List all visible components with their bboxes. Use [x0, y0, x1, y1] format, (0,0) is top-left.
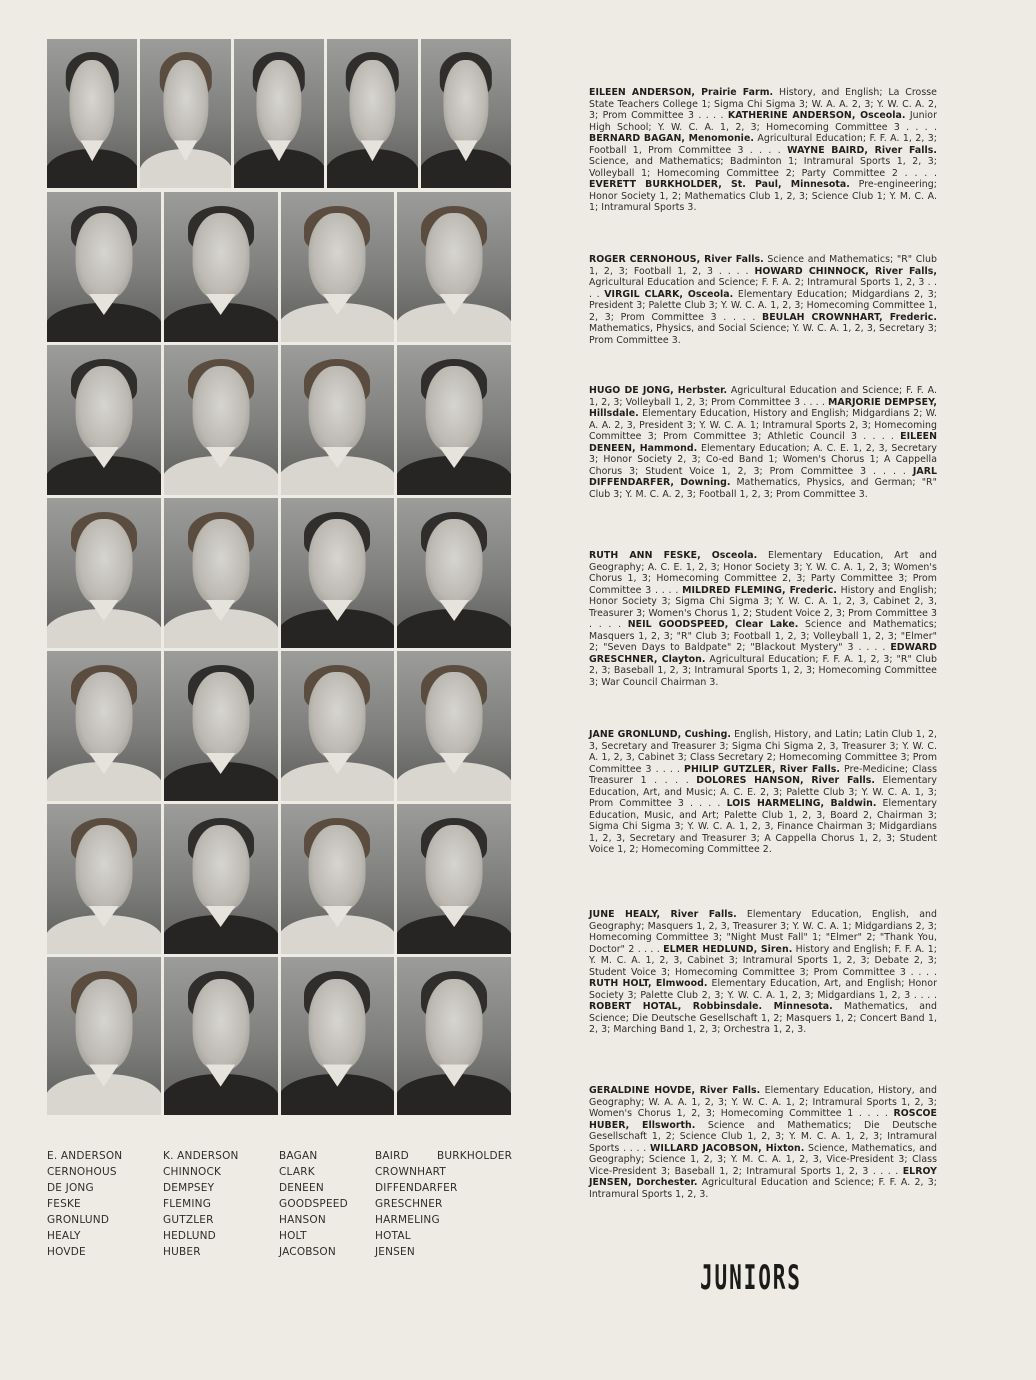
portrait-row: [47, 957, 511, 1115]
student-name-heading: ELROY JENSEN, Dorchester.: [589, 1165, 937, 1189]
student-activities: Elementary Education, Music, and Art; Palette Club 1, 2, 3, Board 2, Chairman 3; Sigma Chi Sigma 3; Y. W. C. A. 1, 2, 3, Finance Chairman 3; Midgardians 1, 2, 3, Secretary and Treasurer 3; A Cappella Chorus 1, 2, 3; Student Voice 1, 2; Homecoming Committee 2.: [589, 798, 938, 856]
student-name-heading: JUNE HEALY, River Falls.: [589, 909, 737, 920]
student-name-heading: BERNARD BAGAN, Menomonie.: [589, 133, 754, 145]
student-name-caption: DENEEN: [279, 1182, 324, 1194]
student-activities: History, and English; La Crosse State Teachers College 1; Sigma Chi Sigma 3; W. A. A. 2, 3; Y. W. C. A. 2, 3; Prom Committee 3 . . . .: [589, 87, 938, 122]
portrait-photo: [164, 957, 278, 1115]
student-name-caption: DE JONG: [47, 1182, 94, 1194]
portrait-photo: [327, 39, 417, 188]
name-column-4: [375, 1148, 458, 1260]
portrait-photo: [47, 804, 161, 954]
portrait-photo: [397, 498, 511, 648]
student-name-heading: DOLORES HANSON, River Falls.: [696, 775, 876, 787]
student-activities: Science, Mathematics, and Geography; Science 1, 2, 3; Y. M. C. A. 1, 2, 3, Vice-President 3; Class Vice-President 3; Baseball 1, 2; Intramural Sports 1, 2, 3 . . . .: [589, 1142, 937, 1177]
student-name-heading: RUTH HOLT, Elmwood.: [589, 978, 708, 990]
student-name-heading: WAYNE BAIRD, River Falls.: [787, 144, 937, 156]
student-name-heading: GERALDINE HOVDE, River Falls.: [589, 1085, 761, 1096]
portrait-photo: [281, 192, 395, 342]
student-activities: Junior High School; Y. W. C. A. 1, 2, 3; Homecoming Committee 3 . . . .: [589, 110, 937, 133]
student-name-caption: GRESCHNER: [375, 1198, 443, 1210]
bio-paragraph-1: [589, 87, 937, 214]
student-name-heading: MARJORIE DEMPSEY, Hillsdale.: [589, 396, 938, 420]
student-name-caption: HEALY: [47, 1230, 81, 1242]
student-activities: Pre-Medicine; Class Treasurer 1 . . . .: [589, 763, 938, 787]
student-activities: Elementary Education, Art, and English; Honor Society 3; Palette Club 2, 3; Y. W. C. A. 1, 2, 3; Midgardians 1, 2, 3 . . . .: [589, 978, 937, 1001]
student-name-heading: RUTH ANN FESKE, Osceola.: [589, 550, 758, 561]
portrait-photo: [47, 345, 161, 495]
student-activities: Science and Mathematics; "R" Club 1, 2, 3; Football 1, 2, 3 . . . .: [589, 254, 937, 277]
portrait-photo: [164, 498, 278, 648]
student-activities: Elementary Education, Art and Geography; A. C. E. 1, 2, 3; Honor Society 3; Y. W. C. A. 1, 2, 3; Women's Chorus 1, 3; Homecoming Committee 2, 3; Party Committee 3; Prom Committee 3 . . . .: [589, 550, 937, 596]
bio-paragraph-7: [589, 1085, 937, 1200]
bio-paragraph-5: [589, 729, 937, 856]
student-activities: Agricultural Education and Science; F. F. A. 1, 2, 3; Volleyball 1, 2, 3; Prom Committee 3 . . . .: [589, 385, 937, 408]
student-name-caption: FLEMING: [163, 1198, 212, 1210]
student-activities: Agricultural Education and Science; F. F. A. 2; Intramural Sports 1, 2, 3 . . . .: [589, 277, 937, 300]
portrait-photo: [47, 651, 161, 801]
student-name-heading: EVERETT BURKHOLDER, St. Paul, Minnesota.: [589, 179, 850, 191]
student-activities: Science, and Mathematics; Badminton 1; Intramural Sports 1, 2, 3; Volleyball 1; Homecoming Committee 2; Party Committee 2 . . . .: [589, 156, 937, 179]
portrait-photo: [164, 804, 278, 954]
student-activities: Mathematics, and Science; Die Deutsche Gesellschaft 1, 2; Masquers 1, 2; Concert Band 1, 2, 3; Marching Band 1, 2, 3; Orchestra 1, 2, 3.: [589, 1001, 938, 1036]
portrait-photo: [47, 957, 161, 1115]
student-name-caption: DEMPSEY: [163, 1182, 215, 1194]
portrait-photo: [47, 39, 137, 188]
student-name-heading: ROBERT HOTAL, Robbinsdale. Minnesota.: [589, 1001, 833, 1013]
student-activities: English, History, and Latin; Latin Club 1, 2, 3, Secretary and Treasurer 3; Sigma Chi Sigma 2, 3, Treasurer 3; Y. W. C. A. 1, 2, 3, Cabinet 3; Class Secretary 2; Homecoming Committee 3; Prom Committee 3 . . . .: [589, 729, 937, 775]
student-name-heading: HUGO DE JONG, Herbster.: [589, 385, 728, 396]
student-name-heading: EILEEN ANDERSON, Prairie Farm.: [589, 87, 774, 98]
student-name-heading: MILDRED FLEMING, Frederic.: [682, 584, 837, 596]
bio-paragraph-4: [589, 550, 937, 689]
student-name-caption: HANSON: [279, 1214, 326, 1226]
portrait-photo: [47, 498, 161, 648]
portrait-row: [47, 39, 511, 188]
student-name-caption: BAGAN: [279, 1150, 318, 1162]
student-name-heading: EILEEN DENEEN, Hammond.: [589, 431, 937, 454]
portrait-row: [47, 345, 511, 495]
student-name-caption: HARMELING: [375, 1214, 440, 1226]
name-column-3: [279, 1148, 348, 1260]
portrait-photo: [281, 498, 395, 648]
portrait-row: [47, 498, 511, 648]
student-name-caption: CHINNOCK: [163, 1166, 222, 1178]
student-activities: Elementary Education, Art, and Music; A. C. E. 2, 3; Palette Club 3; Y. W. C. A. 1, 3; Prom Committee 3 . . . .: [589, 775, 937, 810]
bio-paragraph-2: [589, 254, 937, 346]
student-name-heading: WILLARD JACOBSON, Hixton.: [650, 1142, 805, 1154]
name-column-1: [47, 1148, 122, 1260]
portrait-photo: [164, 345, 278, 495]
student-name-caption: BAIRD: [375, 1150, 409, 1162]
student-name-heading: ROSCOE HUBER, Ellsworth.: [589, 1108, 937, 1131]
student-activities: Agricultural Education; F. F. A. 1, 2, 3; "R" Club 2, 3; Baseball 1, 2, 3; Intramural Sports 1, 2, 3; Homecoming Committee 3; War Council Chairman 3.: [589, 653, 937, 689]
student-name-caption: FESKE: [47, 1198, 81, 1210]
name-column-5: [437, 1148, 512, 1164]
student-name-caption: JACOBSON: [279, 1246, 336, 1258]
student-name-heading: EDWARD GRESCHNER, Clayton.: [589, 642, 937, 665]
student-name-caption: GUTZLER: [163, 1214, 214, 1226]
portrait-photo: [164, 192, 278, 342]
portrait-row: [47, 192, 511, 342]
student-activities: Elementary Education, History, and Geography; W. A. A. 1, 2, 3; Y. W. C. A. 1, 2; Intramural Sports 1, 2, 3; Women's Chorus 1, 2, 3; Homecoming Committee 1 . . . .: [589, 1085, 937, 1120]
portrait-row: [47, 804, 511, 954]
student-activities: Elementary Education; A. C. E. 1, 2, 3, Secretary 3; Honor Society 2, 3; Co-ed Band 1; Women's Chorus 1; A Cappella Chorus 3; Student Voice 1, 2, 3; Prom Committee 3 . . . .: [589, 442, 937, 477]
student-name-caption: HUBER: [163, 1246, 201, 1258]
student-name-caption: GRONLUND: [47, 1214, 110, 1226]
student-activities: Elementary Education, History and English; Midgardians 2; W. A. A. 2, 3, President 3; Y. W. C. A. 1; Intramural Sports 2, 3; Homecoming Committee 3; Prom Committee 3; Athletic Council 3 . . . .: [589, 408, 937, 443]
student-activities: Science and Mathematics; Die Deutsche Gesellschaft 1, 2; Science Club 1, 2, 3; Y. M. C. A. 1, 2, 3; Intramural Sports . . . .: [589, 1119, 937, 1154]
portrait-photo: [164, 651, 278, 801]
student-activities: Agricultural Education and Science; F. F. A. 2, 3; Intramural Sports 1, 2, 3.: [589, 1177, 938, 1200]
student-name-caption: DIFFENDARFER: [375, 1182, 458, 1194]
name-captions: [47, 1148, 517, 1263]
student-activities: Mathematics, Physics, and German; "R" Club 3; Y. M. C. A. 2, 3; Football 1, 2, 3; Prom Committee 3.: [589, 477, 937, 500]
student-activities: Agricultural Education; F. F. A. 1, 2, 3; Football 1, Prom Committee 3 . . . .: [589, 133, 937, 156]
student-name-caption: HOVDE: [47, 1246, 86, 1258]
student-activities: Pre-engineering; Honor Society 1, 2; Mathematics Club 1, 2, 3; Science Club 1; Y. M. C. A. 1; Intramural Sports 3.: [589, 179, 938, 214]
portrait-photo: [281, 651, 395, 801]
portrait-photo: [421, 39, 511, 188]
student-name-caption: E. ANDERSON: [47, 1150, 123, 1162]
portrait-photo: [397, 651, 511, 801]
portrait-photo: [140, 39, 230, 188]
bio-paragraph-3: [589, 385, 937, 500]
student-name-caption: CLARK: [279, 1166, 315, 1178]
student-name-caption: GOODSPEED: [279, 1198, 348, 1210]
student-name-caption: CROWNHART: [375, 1166, 446, 1178]
student-name-caption: K. ANDERSON: [163, 1150, 239, 1162]
student-name-heading: JANE GRONLUND, Cushing.: [589, 729, 731, 740]
name-column-2: [163, 1148, 239, 1260]
student-name-heading: VIRGIL CLARK, Osceola.: [604, 288, 734, 300]
student-name-heading: JARL DIFFENDARFER, Downing.: [589, 465, 937, 489]
student-name-heading: KATHERINE ANDERSON, Osceola.: [727, 110, 906, 122]
student-activities: Science and Mathematics; Masquers 1, 2, 3; "R" Club 3; Football 1, 2, 3; Volleyball 1, 2, 3; "Elmer" 2; "Seven Days to Baldpate" 2; "Blackout Mystery" 3 . . . .: [589, 619, 937, 654]
portrait-photo: [397, 957, 511, 1115]
student-activities: Elementary Education, English, and Geography; Masquers 1, 2, 3, Treasurer 3; Y. W. C. A. 1; Midgardians 2, 3; Homecoming Committee 3; "Night Must Fall" 1; "Elmer" 2; "Thank You, Doctor" 2 . . . .: [589, 909, 937, 955]
portrait-row: [47, 651, 511, 801]
portrait-photo: [47, 192, 161, 342]
portrait-photo: [281, 345, 395, 495]
student-name-heading: NEIL GOODSPEED, Clear Lake.: [627, 619, 799, 631]
student-name-heading: PHILIP GUTZLER, River Falls.: [684, 763, 840, 775]
portrait-photo: [397, 192, 511, 342]
student-name-heading: ROGER CERNOHOUS, River Falls.: [589, 254, 764, 265]
student-activities: Elementary Education; Midgardians 2, 3; President 3; Palette Club 3; Y. W. C. A. 1, 2, 3; Homecoming Committee 1, 2, 3; Prom Committee 3 . . . .: [589, 288, 937, 323]
portrait-photo: [281, 957, 395, 1115]
portrait-grid: [47, 39, 511, 1115]
student-name-caption: BURKHOLDER: [437, 1150, 513, 1162]
student-activities: Mathematics, Physics, and Social Science; Y. W. C. A. 1, 2, 3, Secretary 3; Prom Committee 3.: [589, 323, 937, 346]
bio-paragraph-6: [589, 909, 937, 1036]
section-title: JUNIORS: [700, 1258, 802, 1298]
student-name-caption: CERNOHOUS: [47, 1166, 117, 1178]
portrait-photo: [397, 804, 511, 954]
student-name-caption: HOLT: [279, 1230, 307, 1242]
student-name-heading: ELMER HEDLUND, Siren.: [663, 943, 793, 955]
student-activities: History and English; Honor Society 3; Sigma Chi Sigma 3; Y. W. C. A. 1, 2, 3, Cabinet 2, 3, Treasurer 3; Women's Chorus 1, 2; Student Voice 2, 3; Prom Committee 3 . . . .: [589, 584, 937, 631]
student-name-caption: HOTAL: [375, 1230, 411, 1242]
student-name-caption: HEDLUND: [163, 1230, 216, 1242]
portrait-photo: [281, 804, 395, 954]
portrait-photo: [234, 39, 324, 188]
student-name-heading: HOWARD CHINNOCK, River Falls,: [754, 265, 937, 277]
portrait-photo: [397, 345, 511, 495]
student-name-heading: BEULAH CROWNHART, Frederic.: [762, 311, 937, 323]
student-activities: History and English; F. F. A. 1; Y. M. C. A. 1, 2, 3, Cabinet 3; Intramural Sports 1, 2, 3; Debate 2, 3; Student Voice 3; Homecoming Committee 3; Prom Committee 3 . . . .: [589, 943, 937, 978]
student-name-heading: LOIS HARMELING, Baldwin.: [726, 798, 877, 810]
student-name-caption: JENSEN: [375, 1246, 415, 1258]
